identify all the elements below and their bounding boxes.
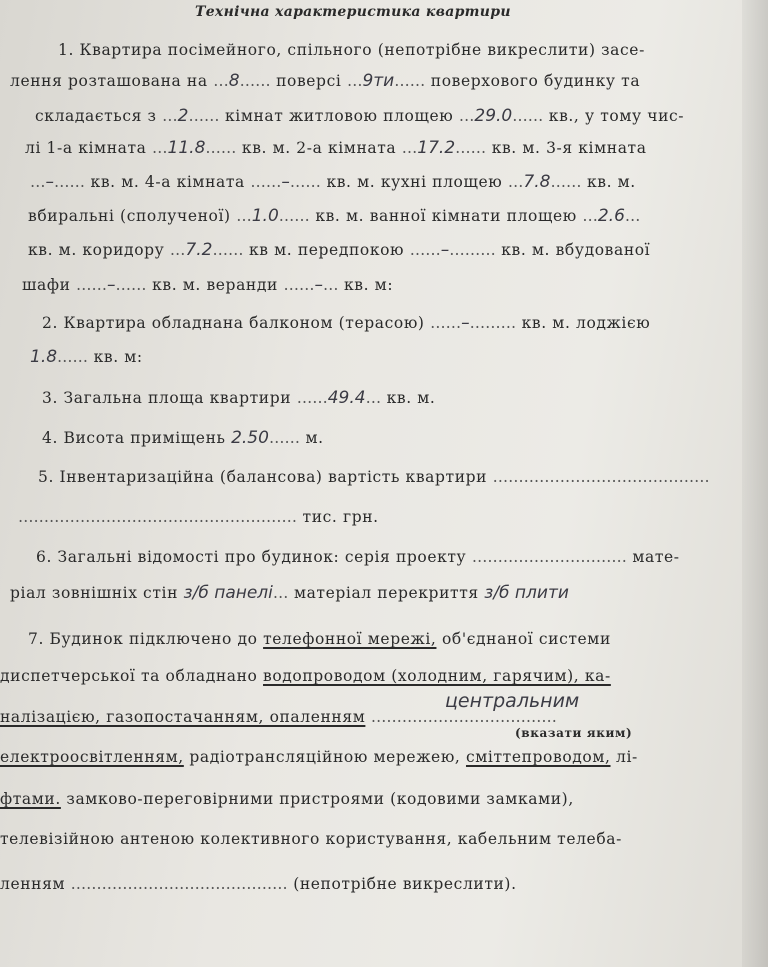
s4-line: 4. Висота приміщень 2.50…… м. xyxy=(42,428,324,448)
s1-line7: кв. м. коридору …7.2…… кв м. передпокою ……–……… кв. м. вбудованої xyxy=(28,240,651,260)
s1-line6: вбиральні (сполученої) …1.0…… кв. м. ванної кімнати площею …2.6… xyxy=(28,206,641,226)
floors-material-value: з/б плити xyxy=(484,583,569,603)
s1-line8: шафи ……–…… кв. м. веранди ……–… кв. м: xyxy=(22,275,394,295)
rooms-value: 2 xyxy=(177,106,189,126)
floor-value: 8 xyxy=(228,71,240,91)
heating-handwritten: центральним xyxy=(445,690,580,712)
s1-line2: лення розташована на …8…… поверсі …9ти…… поверхового будинку та xyxy=(10,71,641,91)
corridor-value: 7.2 xyxy=(185,240,213,260)
s7-line4: електроосвітленням, радіотрансляційною мережею, сміттепроводом, лі- xyxy=(0,748,638,766)
s3-line: 3. Загальна площа квартири ……49.4… кв. м. xyxy=(42,388,436,408)
veranda-value: – xyxy=(314,275,323,295)
walls-value: з/б панелі xyxy=(183,583,273,603)
s7-line3: налізацією, газопостачанням, опаленням ……………………………… xyxy=(0,708,557,726)
s7-line1: 7. Будинок підключено до телефонної мережі, об'єднаної системи xyxy=(28,630,611,648)
loggia-value: 1.8 xyxy=(30,347,58,367)
kitchen-value: 7.8 xyxy=(523,172,551,192)
s6-line1: 6. Загальні відомості про будинок: серія проекту ………………………… мате- xyxy=(36,548,680,566)
height-value: 2.50 xyxy=(231,428,269,448)
floors-total-value: 9ти xyxy=(362,71,395,91)
s7-specify-note: (вказати яким) xyxy=(515,726,633,740)
hall-value: – xyxy=(440,240,450,260)
s2-line2: 1.8…… кв. м: xyxy=(30,347,143,367)
s2-line1: 2. Квартира обладнана балконом (терасою) ……–……… кв. м. лоджією xyxy=(42,313,651,333)
room2-value: 17.2 xyxy=(417,138,456,158)
wc-value: 1.0 xyxy=(251,206,279,226)
room4-value: – xyxy=(281,172,290,192)
s1-line4: лі 1-а кімната …11.8…… кв. м. 2-а кімната …17.2…… кв. м. 3-я кімната xyxy=(25,138,647,158)
bath-value: 2.6 xyxy=(597,206,625,226)
s1-line1: 1. Квартира посімейного, спільного (непотрібне викреслити) засе- xyxy=(58,41,645,59)
wardrobe-value: – xyxy=(107,275,116,295)
s1-line3: складається з …2…… кімнат житловою площею …29.0…… кв., у тому чис- xyxy=(35,106,685,126)
s6-line2: ріал зовнішніх стін з/б панелі… матеріал перекриття з/б плити xyxy=(10,583,569,603)
room3-value: – xyxy=(45,172,54,192)
s7-line5: фтами. замково-переговірними пристроями (кодовими замками), xyxy=(0,790,574,808)
s5-line2: ……………………………………………… тис. грн. xyxy=(18,508,379,526)
room1-value: 11.8 xyxy=(167,138,206,158)
balcony-value: – xyxy=(461,313,470,333)
s1-line5: …–…… кв. м. 4-а кімната ……–…… кв. м. кухні площею …7.8…… кв. м. xyxy=(30,172,636,192)
s7-line2: диспетчерської та обладнано водопроводом (холодним, гарячим), ка- xyxy=(0,667,611,685)
document-title: Технічна характеристика квартири xyxy=(195,4,511,20)
page-fold-shadow xyxy=(742,0,768,967)
total-area-value: 49.4 xyxy=(327,388,366,408)
s7-line7: ленням …………………………………… (непотрібне викреслити). xyxy=(0,875,517,893)
s5-line1: 5. Інвентаризаційна (балансова) вартість квартири …………………………………… xyxy=(38,468,710,486)
living-area-value: 29.0 xyxy=(474,106,513,126)
s7-line6: телевізійною антеною колективного користування, кабельним телеба- xyxy=(0,830,622,848)
